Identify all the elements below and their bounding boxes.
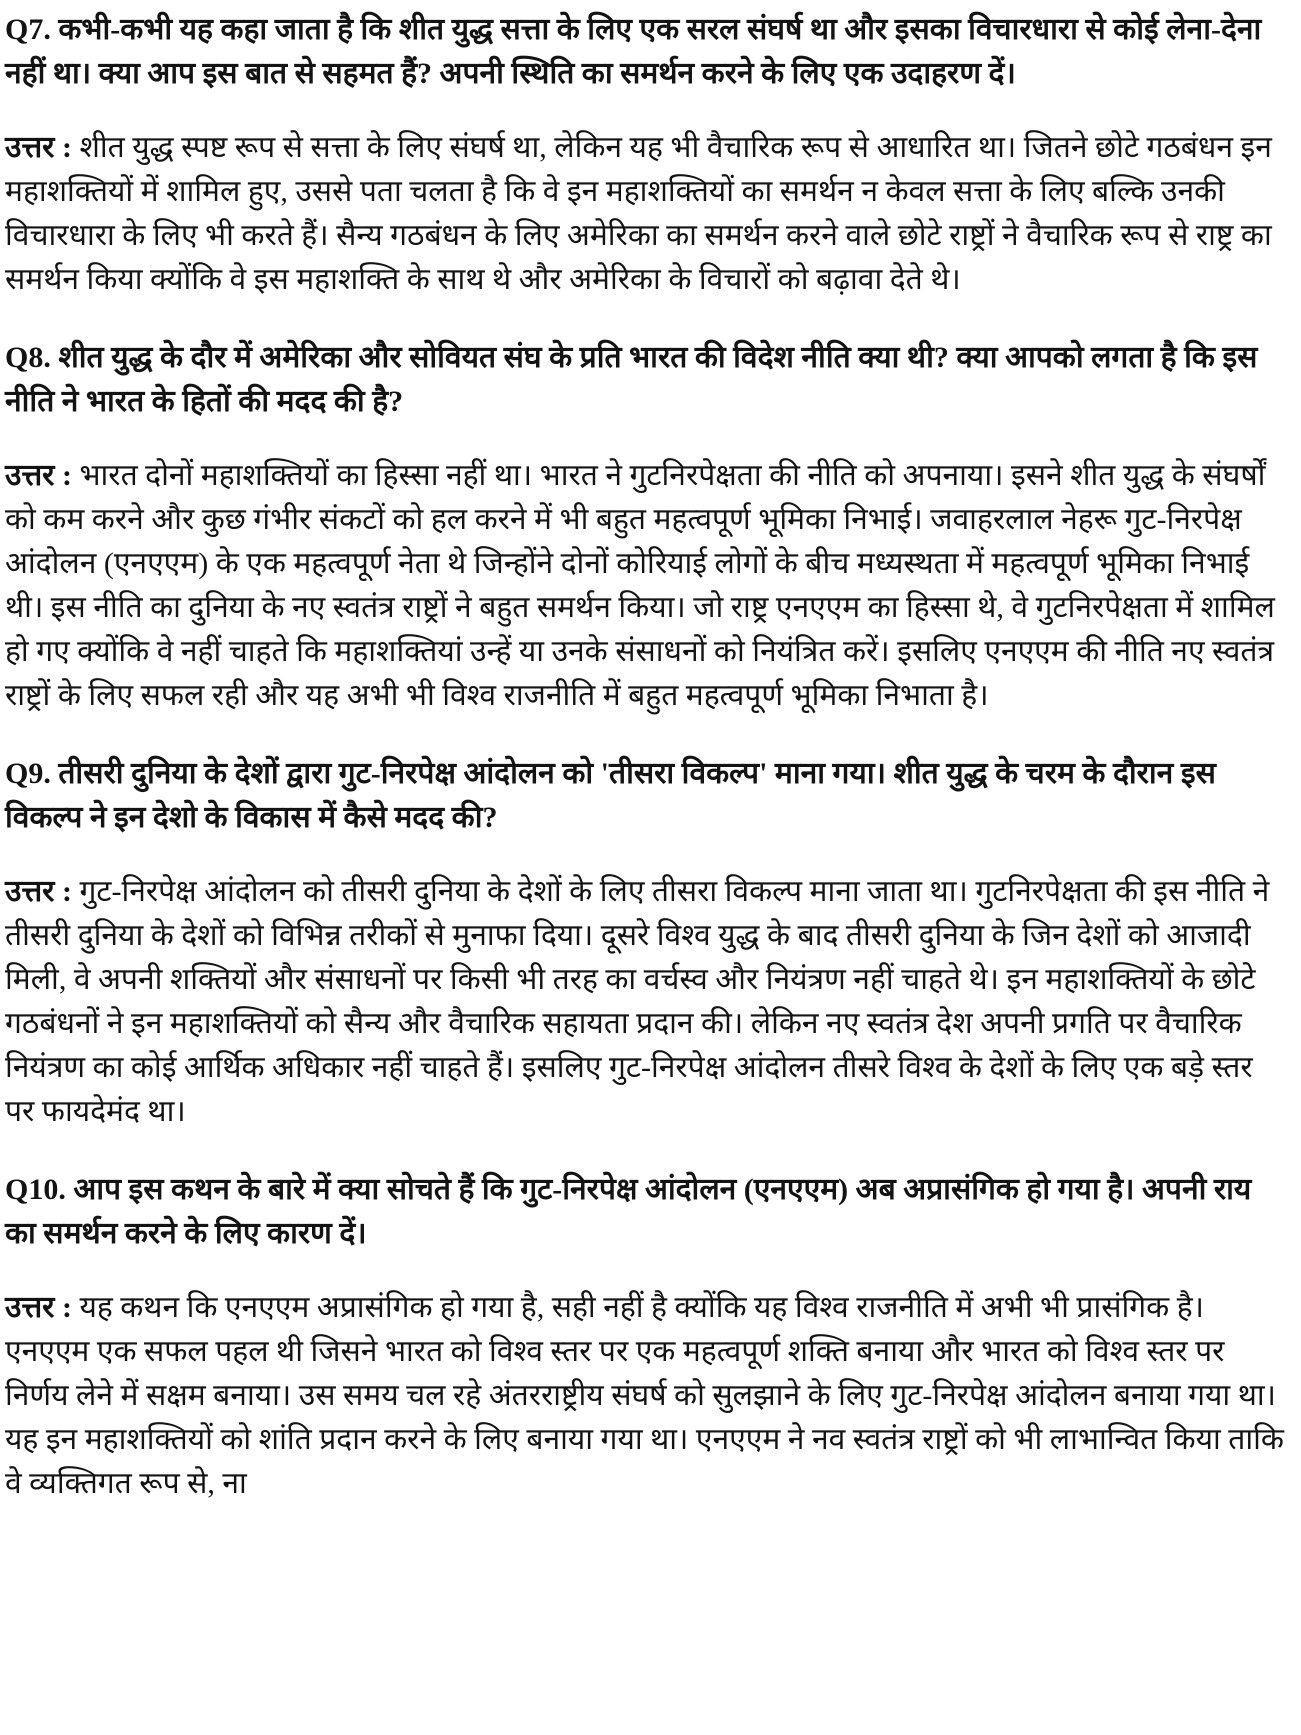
qa-block-q10 bbox=[5, 1168, 1287, 1506]
answer-q10 bbox=[5, 1286, 1287, 1506]
answer-text-q10: यह कथन कि एनएएम अप्रासंगिक हो गया है, सही नहीं है क्योंकि यह विश्व राजनीति में अभी भी प्रासंगिक है। एनएएम एक सफल पहल थी जिसने भारत को विश्व स्तर पर एक महत्वपूर्ण शक्ति बनाया और भारत को विश्व स्तर पर निर्णय लेने में सक्षम बनाया। उस समय चल रहे अंतरराष्ट्रीय संघर्ष को सुलझाने के लिए गुट-निरपेक्ष आंदोलन बनाया गया था। यह इन महाशक्तियों को शांति प्रदान करने के लिए बनाया गया था। एनएएम ने नव स्वतंत्र राष्ट्रों को भी लाभान्वित किया ताकि वे व्यक्तिगत रूप से, ना bbox=[5, 1291, 1284, 1500]
answer-q8 bbox=[5, 454, 1287, 718]
qa-block-q9 bbox=[5, 752, 1287, 1134]
question-q10: Q10. आप इस कथन के बारे में क्या सोचते हैं कि गुट-निरपेक्ष आंदोलन (एनएएम) अब अप्रासंगिक हो गया है। अपनी राय का समर्थन करने के लिए कारण दें। bbox=[5, 1173, 1252, 1250]
question-q7: Q7. कभी-कभी यह कहा जाता है कि शीत युद्ध सत्ता के लिए एक सरल संघर्ष था और इसका विचारधारा से कोई लेना-देना नहीं था। क्या आप इस बात से सहमत हैं? अपनी स्थिति का समर्थन करने के लिए एक उदाहरण दें। bbox=[5, 13, 1262, 90]
qa-block-q7 bbox=[5, 8, 1287, 302]
answer-text-q7: शीत युद्ध स्पष्ट रूप से सत्ता के लिए संघर्ष था, लेकिन यह भी वैचारिक रूप से आधारित था। जितने छोटे गठबंधन इन महाशक्तियों में शामिल हुए, उससे पता चलता है कि वे इन महाशक्तियों का समर्थन न केवल सत्ता के लिए बल्कि उनकी विचारधारा के लिए भी करते हैं। सैन्य गठबंधन के लिए अमेरिका का समर्थन करने वाले छोटे राष्ट्रों ने वैचारिक रूप से राष्ट्र का समर्थन किया क्योंकि वे इस महाशक्ति के साथ थे और अमेरिका के विचारों को बढ़ावा देते थे। bbox=[5, 131, 1272, 296]
answer-label-q9: उत्तर : bbox=[5, 875, 72, 908]
answer-text-q9: गुट-निरपेक्ष आंदोलन को तीसरी दुनिया के देशों के लिए तीसरा विकल्प माना जाता था। गुटनिरपेक्षता की इस नीति ने तीसरी दुनिया के देशों को विभिन्न तरीकों से मुनाफा दिया। दूसरे विश्व युद्ध के बाद तीसरी दुनिया के जिन देशों को आजादी मिली, वे अपनी शक्तियों और संसाधनों पर किसी भी तरह का वर्चस्व और नियंत्रण नहीं चाहते थे। इन महाशक्तियों के छोटे गठबंधनों ने इन महाशक्तियों को सैन्य और वैचारिक सहायता प्रदान की। लेकिन नए स्वतंत्र देश अपनी प्रगति पर वैचारिक नियंत्रण का कोई आर्थिक अधिकार नहीं चाहते हैं। इसलिए गुट-निरपेक्ष आंदोलन तीसरे विश्व के देशों के लिए एक बड़े स्तर पर फायदेमंद था। bbox=[5, 875, 1270, 1128]
answer-q7 bbox=[5, 126, 1287, 302]
answer-text-q8: भारत दोनों महाशक्तियों का हिस्सा नहीं था। भारत ने गुटनिरपेक्षता की नीति को अपनाया। इसने शीत युद्ध के संघर्षों को कम करने और कुछ गंभीर संकटों को हल करने में भी बहुत महत्वपूर्ण भूमिका निभाई। जवाहरलाल नेहरू गुट-निरपेक्ष आंदोलन (एनएएम) के एक महत्वपूर्ण नेता थे जिन्होंने दोनों कोरियाई लोगों के बीच मध्यस्थता में महत्वपूर्ण भूमिका निभाई थी। इस नीति का दुनिया के नए स्वतंत्र राष्ट्रों ने बहुत समर्थन किया। जो राष्ट्र एनएएम का हिस्सा थे, वे गुटनिरपेक्षता में शामिल हो गए क्योंकि वे नहीं चाहते कि महाशक्तियां उन्हें या उनके संसाधनों को नियंत्रित करें। इसलिए एनएएम की नीति नए स्वतंत्र राष्ट्रों के लिए सफल रही और यह अभी भी विश्व राजनीति में बहुत महत्वपूर्ण भूमिका निभाता है। bbox=[5, 459, 1275, 712]
answer-label-q10: उत्तर : bbox=[5, 1291, 72, 1324]
answer-label-q8: उत्तर : bbox=[5, 459, 72, 492]
question-q9: Q9. तीसरी दुनिया के देशों द्वारा गुट-निरपेक्ष आंदोलन को 'तीसरा विकल्प' माना गया। शीत युद्ध के चरम के दौरान इस विकल्प ने इन देशो के विकास में कैसे मदद की? bbox=[5, 757, 1216, 834]
qa-block-q8 bbox=[5, 336, 1287, 718]
answer-label-q7: उत्तर : bbox=[5, 131, 72, 164]
answer-q9 bbox=[5, 870, 1287, 1134]
question-q8: Q8. शीत युद्ध के दौर में अमेरिका और सोवियत संघ के प्रति भारत की विदेश नीति क्या थी? क्या आपको लगता है कि इस नीति ने भारत के हितों की मदद की है? bbox=[5, 341, 1258, 418]
